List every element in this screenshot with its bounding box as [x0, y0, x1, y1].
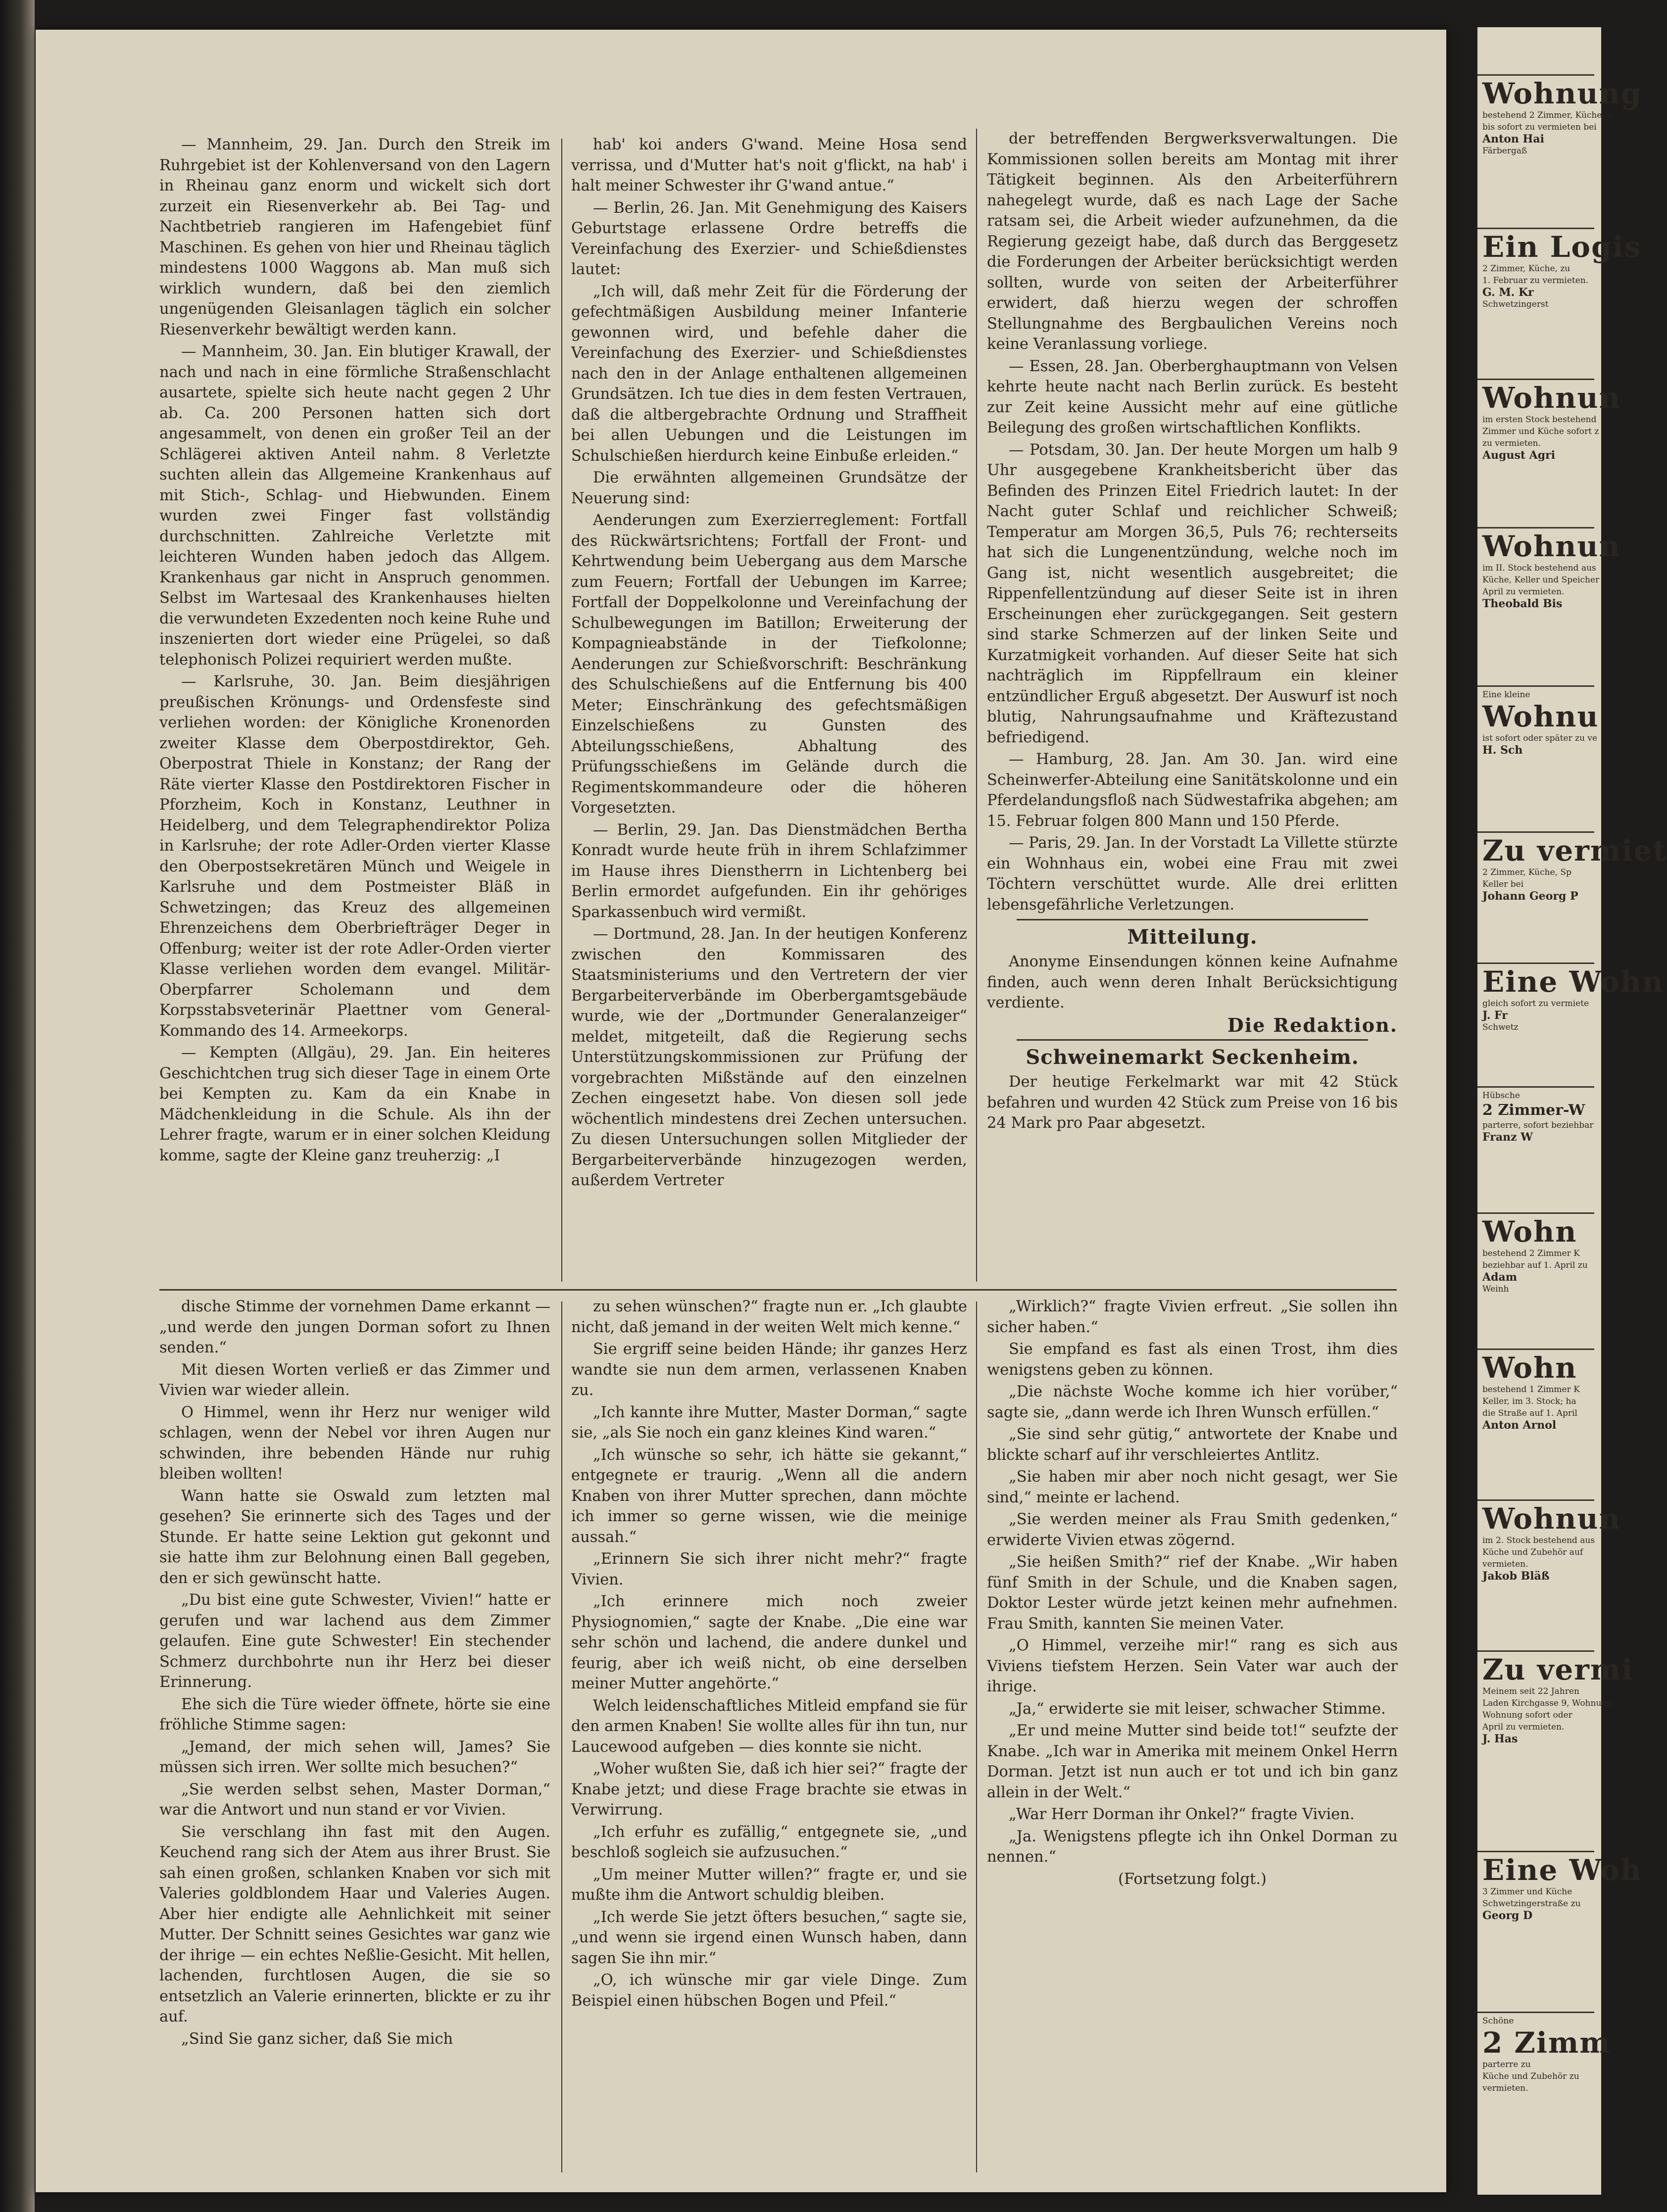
ad-line: parterre, sofort beziehbar — [1482, 1120, 1594, 1130]
ad-address: Schwetz — [1482, 1022, 1519, 1032]
serial-paragraph: „Woher wußten Sie, daß ich hier sei?“ fragte der Knabe jetzt; und diese Frage brachte sie etwas in Verwirrung. — [571, 1760, 967, 1819]
ad-advertiser: Theobald Bis — [1482, 597, 1563, 610]
serial-paragraph: „Sie werden meiner als Frau Smith gedenken,“ erwiderte Vivien etwas zögernd. — [987, 1511, 1398, 1549]
binding-edge — [0, 0, 35, 2212]
ad-line: Küche und Zubehör zu — [1482, 2071, 1579, 2081]
ad-advertiser: G. M. Kr — [1482, 286, 1534, 299]
news-item: — Hamburg, 28. Jan. Am 30. Jan. wird eine Scheinwerfer-Abteilung eine Sanitätskolonne und ein Pferdelandungsfloß nach Südwestafrika abgehen; am 15. Februar folgen 800 Mann und 150 Pferde. — [987, 751, 1398, 830]
ad-line: Küche und Zubehör auf — [1482, 1547, 1583, 1557]
serial-paragraph: „O Himmel, verzeihe mir!“ rang es sich aus Viviens tiefstem Herzen. Sein Vater war auch der ihrige. — [987, 1637, 1398, 1695]
serial-paragraph: Sie ergriff seine beiden Hände; ihr ganzes Herz wandte sie nun dem armen, verlassenen Knaben zu. — [571, 1341, 967, 1399]
serial-paragraph: „Ja. Wenigstens pflegte ich ihn Onkel Dorman zu nennen.“ — [987, 1827, 1398, 1866]
ad-line: im ersten Stock bestehend — [1482, 415, 1597, 425]
classified-ad — [1477, 1499, 1621, 1648]
ad-line: Keller, im 3. Stock; ha — [1482, 1396, 1576, 1406]
classified-ad — [1477, 831, 1667, 960]
newspaper-page — [36, 30, 1446, 2192]
news-item: der betreffenden Bergwerksverwaltungen. Die Kommissionen sollen bereits am Montag mit ihrer Tätigkeit beginnen. Als den Arbeiterführern nahegelegt wurde, daß es nach Lage der Sache ratsam sei, die Arbeit wieder aufzunehmen, da die Regierung gezeigt habe, daß durch das Berggesetz die Forderungen der Arbeiter berücksichtigt werden sollten, wurde von seiten der Arbeiterführer erwidert, daß hierzu wegen der schroffen Stellungnahme des Bergbaulichen Vereins noch keine Veranlassung vorliege. — [987, 130, 1398, 353]
ad-headline: Zu vermiet — [1482, 834, 1667, 867]
serial-paragraph: „Sie werden selbst sehen, Master Dorman,“ war die Antwort und nun stand er vor Vivien. — [159, 1780, 550, 1819]
ad-line: Eine kleine — [1482, 690, 1530, 700]
news-column-3 — [987, 129, 1398, 1292]
ad-headline: Zu vermi — [1482, 1653, 1634, 1686]
classified-ad — [1477, 2012, 1611, 2195]
classified-ad — [1477, 527, 1621, 683]
classified-ad — [1477, 1348, 1594, 1497]
news-item: — Kempten (Allgäu), 29. Jan. Ein heiteres Geschichtchen trug sich dieser Tage in einem Orte bei Kempten zu. Kam da ein Knabe in Mädchenkleidung in die Schule. Als ihn der Lehrer fragte, warum er in einer solchen Kleidung komme, sagte der Kleine ganz treuherzig: „I — [159, 1044, 550, 1164]
notice-text: Anonyme Einsendungen können keine Aufnahme finden, auch wenn deren Inhalt Berücksichtigung verdiente. — [987, 953, 1398, 1011]
serial-paragraph: „Er und meine Mutter sind beide tot!“ seufzte der Knabe. „Ich war in Amerika mit meinem Onkel Herrn Dorman. Jetzt ist nun auch er tot und ich bin ganz allein in der Welt.“ — [987, 1722, 1398, 1801]
classified-ad — [1477, 962, 1664, 1084]
ad-line: gleich sofort zu vermiete — [1482, 999, 1589, 1009]
serial-column-2 — [571, 1297, 967, 2182]
column-divider — [976, 129, 977, 1282]
news-item: — Paris, 29. Jan. In der Vorstadt La Villette stürzte ein Wohnhaus ein, wobei eine Frau mit zwei Töchtern verschüttet wurde. Alle drei erlitten lebensgefährliche Verletzungen. — [987, 834, 1398, 914]
market-text: Der heutige Ferkelmarkt war mit 42 Stück befahren und wurden 42 Stück zum Preise von 16 bis 24 Mark pro Paar abgesetzt. — [987, 1073, 1398, 1132]
section-divider — [159, 1289, 1397, 1291]
serial-paragraph: Wann hatte sie Oswald zum letzten mal gesehen? Sie erinnerte sich des Tages und der Stunde. Er hatte seine Lektion gut gekonnt und sie hatte ihm zur Belohnung einen Ball gegeben, den er sich gewünscht hatte. — [159, 1487, 550, 1587]
ad-advertiser: Anton Arnol — [1482, 1419, 1557, 1432]
ad-advertiser: Franz W — [1482, 1131, 1533, 1144]
facing-page-ads — [1477, 27, 1667, 2195]
ad-advertiser: August Agri — [1482, 449, 1556, 462]
serial-paragraph: „War Herr Dorman ihr Onkel?“ fragte Vivien. — [1009, 1806, 1355, 1823]
serial-paragraph: „Sie sind sehr gütig,“ antwortete der Knabe und blickte scharf auf ihr verschleiertes Antlitz. — [987, 1426, 1398, 1464]
ad-line: bestehend 2 Zimmer K — [1482, 1249, 1580, 1258]
news-item: — Mannheim, 30. Jan. Ein blutiger Krawall, der nach und nach in eine förmliche Straßenschlacht ausartete, spielte sich heute nacht gegen 2 Uhr ab. Ca. 200 Personen hatten sich dort angesammelt, von denen ein großer Teil an der Schlägerei aktiven Anteil nahm. 8 Verletzte suchten allein das Allgemeine Krankenhaus auf mit Stich-, Schlag- und Hiebwunden. Einem wurden zwei Finger fast vollständig durchschnitten. Zahlreiche Verletzte mit leichteren Wunden haben jedoch das Allgem. Krankenhaus gar nicht in Anspruch genommen. Selbst im Wartesaal des Krankenhauses hielten die verwundeten Exzedenten noch keine Ruhe und inszenierten dort wieder eine Prügelei, so daß telephonisch Polizei requiriert werden mußte. — [159, 343, 550, 669]
ad-advertiser: Johann Georg P — [1482, 890, 1578, 903]
ad-advertiser: J. Fr — [1482, 1009, 1508, 1022]
notice-heading: Mitteilung. — [1127, 925, 1258, 949]
serial-paragraph: „Wirklich?“ fragte Vivien erfreut. „Sie sollen ihn sicher haben.“ — [987, 1298, 1398, 1336]
ad-line: April zu vermieten. — [1482, 587, 1565, 597]
serial-paragraph: „Jemand, der mich sehen will, James? Sie müssen sich irren. Wer sollte mich besuchen?“ — [159, 1738, 550, 1776]
serial-paragraph: „Ich erinnere mich noch zweier Physiognomien,“ sagte der Knabe. „Die eine war sehr schön und lachend, die andere dunkel und feurig, aber ich weiß nicht, ob eine derselben meiner Mutter angehörte.“ — [571, 1593, 967, 1692]
serial-paragraph: Mit diesen Worten verließ er das Zimmer und Vivien war wieder allein. — [159, 1361, 550, 1399]
serial-paragraph: Sie verschlang ihn fast mit den Augen. Keuchend rang sich der Atem aus ihrer Brust. Sie sah einen großen, schlanken Knaben vor sich mit Valeries goldblondem Haar und Valeries Augen. Aber hier endigte alle Aehnlichkeit mit seiner Mutter. Der Schnitt seines Gesichtes war ganz wie der ihrige — ein echtes Neßlie-Gesicht. Mit hellen, lachenden, furchtlosen Augen, die sie so entsetzlich an Valerie erinnerten, blickte er zu ihr auf. — [159, 1823, 550, 2025]
ad-headline: Eine Woh — [1482, 1853, 1642, 1887]
ad-line: April zu vermieten. — [1482, 1722, 1565, 1732]
classified-ad — [1477, 1086, 1594, 1210]
news-item: — Essen, 28. Jan. Oberberghauptmann von Velsen kehrte heute nacht nach Berlin zurück. Es besteht zur Zeit keine Aussicht mehr auf eine gütliche Beilegung des großen wirtschaftlichen Konflikts. — [987, 357, 1398, 436]
ad-line: die Straße auf 1. April — [1482, 1408, 1577, 1418]
continuation-note: (Fortsetzung folgt.) — [1118, 1870, 1267, 1888]
news-item: — Berlin, 29. Jan. Das Dienstmädchen Bertha Konradt wurde heute früh in ihrem Schlafzimmer im Hause ihres Dienstherrn in Lichtenberg bei Berlin ermordet aufgefunden. Ein ihr gehöriges Sparkassenbuch wird vermißt. — [571, 821, 967, 921]
ad-line: Schöne — [1482, 2016, 1514, 2026]
ad-line: im 2. Stock bestehend aus — [1482, 1536, 1595, 1545]
news-column-1 — [159, 135, 550, 1293]
column-divider — [976, 1301, 977, 2172]
ad-address: Färbergaß — [1482, 146, 1527, 156]
ad-line: vermieten. — [1482, 2083, 1528, 2093]
ad-headline: Wohn — [1482, 1215, 1577, 1249]
news-item: — Mannheim, 29. Jan. Durch den Streik im Ruhrgebiet ist der Kohlenversand von den Lagern in Rheinau ganz enorm und wickelt sich dort zurzeit ein Riesenverkehr ab. Bei Tag- und Nachtbetrieb rangieren im Hafengebiet fünf Maschinen. Es gehen von hier und Rheinau täglich mindestens 1000 Waggons ab. Man muß sich wirklich wundern, daß bei den ziemlich ungenügenden Gleisanlagen täglich ein solcher Riesenverkehr bewältigt werden kann. — [159, 136, 550, 338]
market-rule — [1017, 1039, 1368, 1041]
ad-advertiser: Georg D — [1482, 1909, 1533, 1922]
ad-advertiser: H. Sch — [1482, 744, 1523, 757]
ad-headline: 2 Zimmer-W — [1482, 1102, 1585, 1119]
ad-headline: Wohnu — [1482, 700, 1599, 733]
news-item: — Karlsruhe, 30. Jan. Beim diesjährigen preußischen Krönungs- und Ordensfeste sind verliehen worden: der Königliche Kronenorden zweiter Klasse dem Oberpostdirektor, Geh. Oberpostrat Thiele in Konstanz; der Rang der Räte vierter Klasse den Postdirektoren Fischer in Pforzheim, Koch in Konstanz, Leuthner in Heidelberg, und dem Telegraphendirektor Poliza in Karlsruhe; der rote Adler-Orden vierter Klasse den Oberpostsekretären Münch und Weigele in Karlsruhe und dem Postmeister Bläß in Schwetzingen; das Kreuz des allgemeinen Ehrenzeichens dem Oberbriefträger Deger in Offenburg; weiter ist der rote Adler-Orden vierter Klasse verliehen worden dem evangel. Militär-Oberpfarrer Scholemann und dem Korpsstabsveterinär Plaettner vom General-Kommando des 14. Armeekorps. — [159, 673, 550, 1040]
ad-line: beziehbar auf 1. April zu — [1482, 1260, 1588, 1270]
news-item: „Ich will, daß mehr Zeit für die Förderung der gefechtmäßigen Ausbildung meiner Infanterie gewonnen wird, und befehle daher die Vereinfachung des Exerzier- und Schießdienstes nach den in der Anlage enthaltenen allgemeinen Grundsätzen. Ich tue dies in dem festen Vertrauen, daß die altbergebrachte Ordnung und Straffheit bei allen Uebungen und die Leistungen im Schulschießen hierdurch keine Einbuße erleiden.“ — [571, 283, 967, 465]
ad-line: parterre zu — [1482, 2060, 1531, 2069]
ad-line: 3 Zimmer und Küche — [1482, 1887, 1572, 1897]
serial-paragraph: O Himmel, wenn ihr Herz nur weniger wild schlagen, wenn der Nebel vor ihren Augen nur schwinden, ihre bebenden Hände nur ruhig bleiben wollten! — [159, 1403, 550, 1483]
serial-paragraph: Ehe sich die Türe wieder öffnete, hörte sie eine fröhliche Stimme sagen: — [159, 1695, 550, 1733]
ad-line: Meinem seit 22 Jahren — [1482, 1686, 1579, 1696]
ad-headline: 2 Zimm — [1482, 2026, 1611, 2060]
serial-paragraph: „Sie heißen Smith?“ rief der Knabe. „Wir haben fünf Smith in der Schule, und die Knaben sagen, Doktor Lester würde jetzt keinen mehr aufnehmen. Frau Smith, kannten Sie meinen Vater. — [987, 1553, 1398, 1633]
ad-line: Schwetzingerstraße zu — [1482, 1899, 1581, 1909]
ad-headline: Ein Logis — [1482, 230, 1642, 264]
serial-paragraph: „Sind Sie ganz sicher, daß Sie mich — [181, 2030, 453, 2048]
news-item: Die erwähnten allgemeinen Grundsätze der Neuerung sind: — [571, 469, 967, 507]
news-item: Aenderungen zum Exerzierreglement: Fortfall des Rückwärtsrichtens; Fortfall der Front- und Kehrtwendung beim Uebergang aus dem Marsche zum Feuern; Fortfall der Uebungen im Karree; Fortfall der Doppelkolonne und Vereinfachung der Schulbewegungen im Batillon; Erweiterung der Kompagnieabstände in der Tiefkolonne; Aenderungen zur Schießvorschrift: Beschränkung des Schulschießens auf die Entfernung bis 400 Meter; Einschränkung des gefechtsmäßigen Einzelschießens zu Gunsten des Abteilungsschießens, Abhaltung des Prüfungsschießens im Gelände durch die Regimentskommandeure oder die höheren Vorgesetzten. — [571, 512, 967, 817]
ad-headline: Wohnung — [1482, 77, 1642, 110]
news-item: — Potsdam, 30. Jan. Der heute Morgen um halb 9 Uhr ausgegebene Krankheitsbericht über das Befinden des Prinzen Eitel Friedrich lautet: In der Nacht guter Schlaf und reichlicher Schweiß; Temperatur am Morgen 36,5, Puls 76; rechterseits hat sich die Lungenentzündung, welche noch im Gang ist, nicht wesentlich ausgebreitet; die Rippenfellentzündung auf dieser Seite ist in ihren Erscheinungen eher zurückgegangen. Seit gestern sind starke Schmerzen auf der linken Seite und Kurzatmigkeit vorhanden. Auf dieser Seite hat sich nachträglich im Rippfellraum ein kleiner entzündlicher Erguß abgesetzt. Der Auswurf ist noch blutig, Nahrungsaufnahme und Kräftezustand befriedigend. — [987, 441, 1398, 746]
news-item: — Berlin, 26. Jan. Mit Genehmigung des Kaisers Geburtstage erlassene Ordre betreffs die Vereinfachung des Exerzier- und Schießdienstes lautet: — [571, 199, 967, 278]
news-item: — Dortmund, 28. Jan. In der heutigen Konferenz zwischen den Kommissaren des Staatsministeriums und den Vertretern der vier Bergarbeiterverbände im Oberbergamtsgebäude wurde, wie der „Dortmunder Generalanzeiger“ meldet, mitgeteilt, daß die Regierung sechs Unterstützungskommissionen zur Prüfung der vorgebrachten Mißstände auf den einzelnen Zechen eingesetzt habe. Von diesen soll jede wöchentlich mindestens drei Zechen untersuchen. Zu diesen Untersuchungen sollen Mitglieder der Bergarbeiterverbände hinzugezogen werden, außerdem Vertreter — [571, 925, 967, 1189]
serial-paragraph: „Ich kannte ihre Mutter, Master Dorman,“ sagte sie, „als Sie noch ein ganz kleines Kind waren.“ — [571, 1403, 967, 1442]
ad-advertiser: Jakob Bläß — [1482, 1570, 1550, 1583]
ad-line: im II. Stock bestehend aus — [1482, 563, 1596, 573]
serial-paragraph: zu sehen wünschen?“ fragte nun er. „Ich glaubte nicht, daß jemand in der weiten Welt mich kenne.“ — [571, 1298, 967, 1336]
ad-line: vermieten. — [1482, 1559, 1528, 1569]
news-item: hab' koi anders G'wand. Meine Hosa send verrissa, und d'Mutter hat's noit g'flickt, na hab' i halt meiner Schwester ihr G'wand antue.“ — [571, 136, 967, 194]
ad-line: Wohnung sofort oder — [1482, 1710, 1572, 1720]
serial-paragraph: „Du bist eine gute Schwester, Vivien!“ hatte er gerufen und war lachend aus dem Zimmer gelaufen. Eine gute Schwester! Ein stechender Schmerz durchbohrte nun ihr Herz bei dieser Erinnerung. — [159, 1591, 550, 1691]
serial-column-3 — [987, 1297, 1398, 2182]
serial-paragraph: „Ich erfuhr es zufällig,“ entgegnete sie, „und beschloß sogleich sie aufzusuchen.“ — [571, 1823, 967, 1861]
ad-advertiser: Anton Hai — [1482, 133, 1544, 145]
serial-paragraph: „Erinnern Sie sich ihrer nicht mehr?“ fragte Vivien. — [571, 1550, 967, 1588]
notice-signature: Die Redaktion. — [1227, 1013, 1398, 1036]
ad-line: Zimmer und Küche sofort z — [1482, 427, 1599, 436]
serial-paragraph: „Ich wünsche so sehr, ich hätte sie gekannt,“ entgegnete er traurig. „Wenn all die andern Knaben von ihrer Mutter sprechen, dann möchte ich immer so gerne wissen, wie die meinige aussah.“ — [571, 1446, 967, 1546]
ad-headline: Wohnun — [1482, 1502, 1621, 1536]
serial-paragraph: dische Stimme der vornehmen Dame erkannt — „und werde den jungen Dorman sofort zu Ihnen senden.“ — [159, 1298, 550, 1356]
serial-paragraph: „Sie haben mir aber noch nicht gesagt, wer Sie sind,“ meinte er lachend. — [987, 1468, 1398, 1506]
ad-headline: Wohnun — [1482, 529, 1621, 563]
notice-rule — [1017, 919, 1368, 920]
ad-line: ist sofort oder später zu ve — [1482, 733, 1598, 743]
serial-column-1 — [159, 1297, 550, 2182]
ad-line: Laden Kirchgasse 9, Wohnung — [1482, 1698, 1613, 1708]
serial-paragraph: „Ja,“ erwiderte sie mit leiser, schwacher Stimme. — [1009, 1700, 1386, 1718]
serial-paragraph: „O, ich wünsche mir gar viele Dinge. Zum Beispiel einen hübschen Bogen und Pfeil.“ — [571, 1972, 967, 2010]
ad-line: Küche, Keller und Speicher — [1482, 575, 1600, 585]
ad-headline: Wohnun — [1482, 381, 1621, 415]
ad-line: 1. Februar zu vermieten. — [1482, 276, 1589, 286]
classified-ad — [1477, 1650, 1634, 1848]
ad-line: Keller bei — [1482, 879, 1524, 889]
serial-paragraph: „Um meiner Mutter willen?“ fragte er, und sie mußte ihm die Antwort schuldig bleiben. — [571, 1866, 967, 1904]
ad-address: Weinh — [1482, 1284, 1509, 1294]
ad-headline: Eine Wohn — [1482, 965, 1664, 999]
ad-line: 2 Zimmer, Küche, zu — [1482, 264, 1570, 274]
classified-ad — [1477, 228, 1642, 376]
news-column-2 — [571, 135, 967, 1293]
ad-line: bis sofort zu vermieten bei — [1482, 122, 1597, 132]
ad-advertiser: Adam — [1482, 1271, 1517, 1284]
market-heading: Schweinemarkt Seckenheim. — [1026, 1046, 1359, 1069]
column-divider — [561, 139, 562, 1282]
serial-paragraph: „Die nächste Woche komme ich hier vorüber,“ sagte sie, „dann werde ich Ihren Wunsch erfüllen.“ — [987, 1383, 1398, 1421]
ad-line: Hübsche — [1482, 1091, 1520, 1101]
ad-line: 2 Zimmer, Küche, Sp — [1482, 867, 1571, 877]
serial-paragraph: „Ich werde Sie jetzt öfters besuchen,“ sagte sie, „und wenn sie irgend einen Wunsch haben, dann sagen Sie ihn mir.“ — [571, 1908, 967, 1967]
ad-headline: Wohn — [1482, 1351, 1577, 1385]
classified-ad — [1477, 379, 1621, 525]
ad-line: zu vermieten. — [1482, 438, 1541, 448]
ad-address: Schwetzingerst — [1482, 299, 1549, 309]
classified-ad — [1477, 1212, 1594, 1346]
ad-advertiser: J. Has — [1482, 1732, 1518, 1745]
classified-ad — [1477, 685, 1599, 829]
ad-line: bestehend 1 Zimmer K — [1482, 1385, 1580, 1395]
ad-line: bestehend 2 Zimmer, Küche, u. — [1482, 110, 1616, 120]
classified-ad — [1477, 74, 1642, 225]
column-divider — [561, 1301, 562, 2172]
serial-paragraph: Welch leidenschaftliches Mitleid empfand sie für den armen Knaben! Sie wollte alles für ihn tun, nur Laucewood aufgeben — dies konnte sie nicht. — [571, 1697, 967, 1756]
serial-paragraph: Sie empfand es fast als einen Trost, ihm dies wenigstens geben zu können. — [987, 1341, 1398, 1379]
classified-ad — [1477, 1851, 1642, 2009]
